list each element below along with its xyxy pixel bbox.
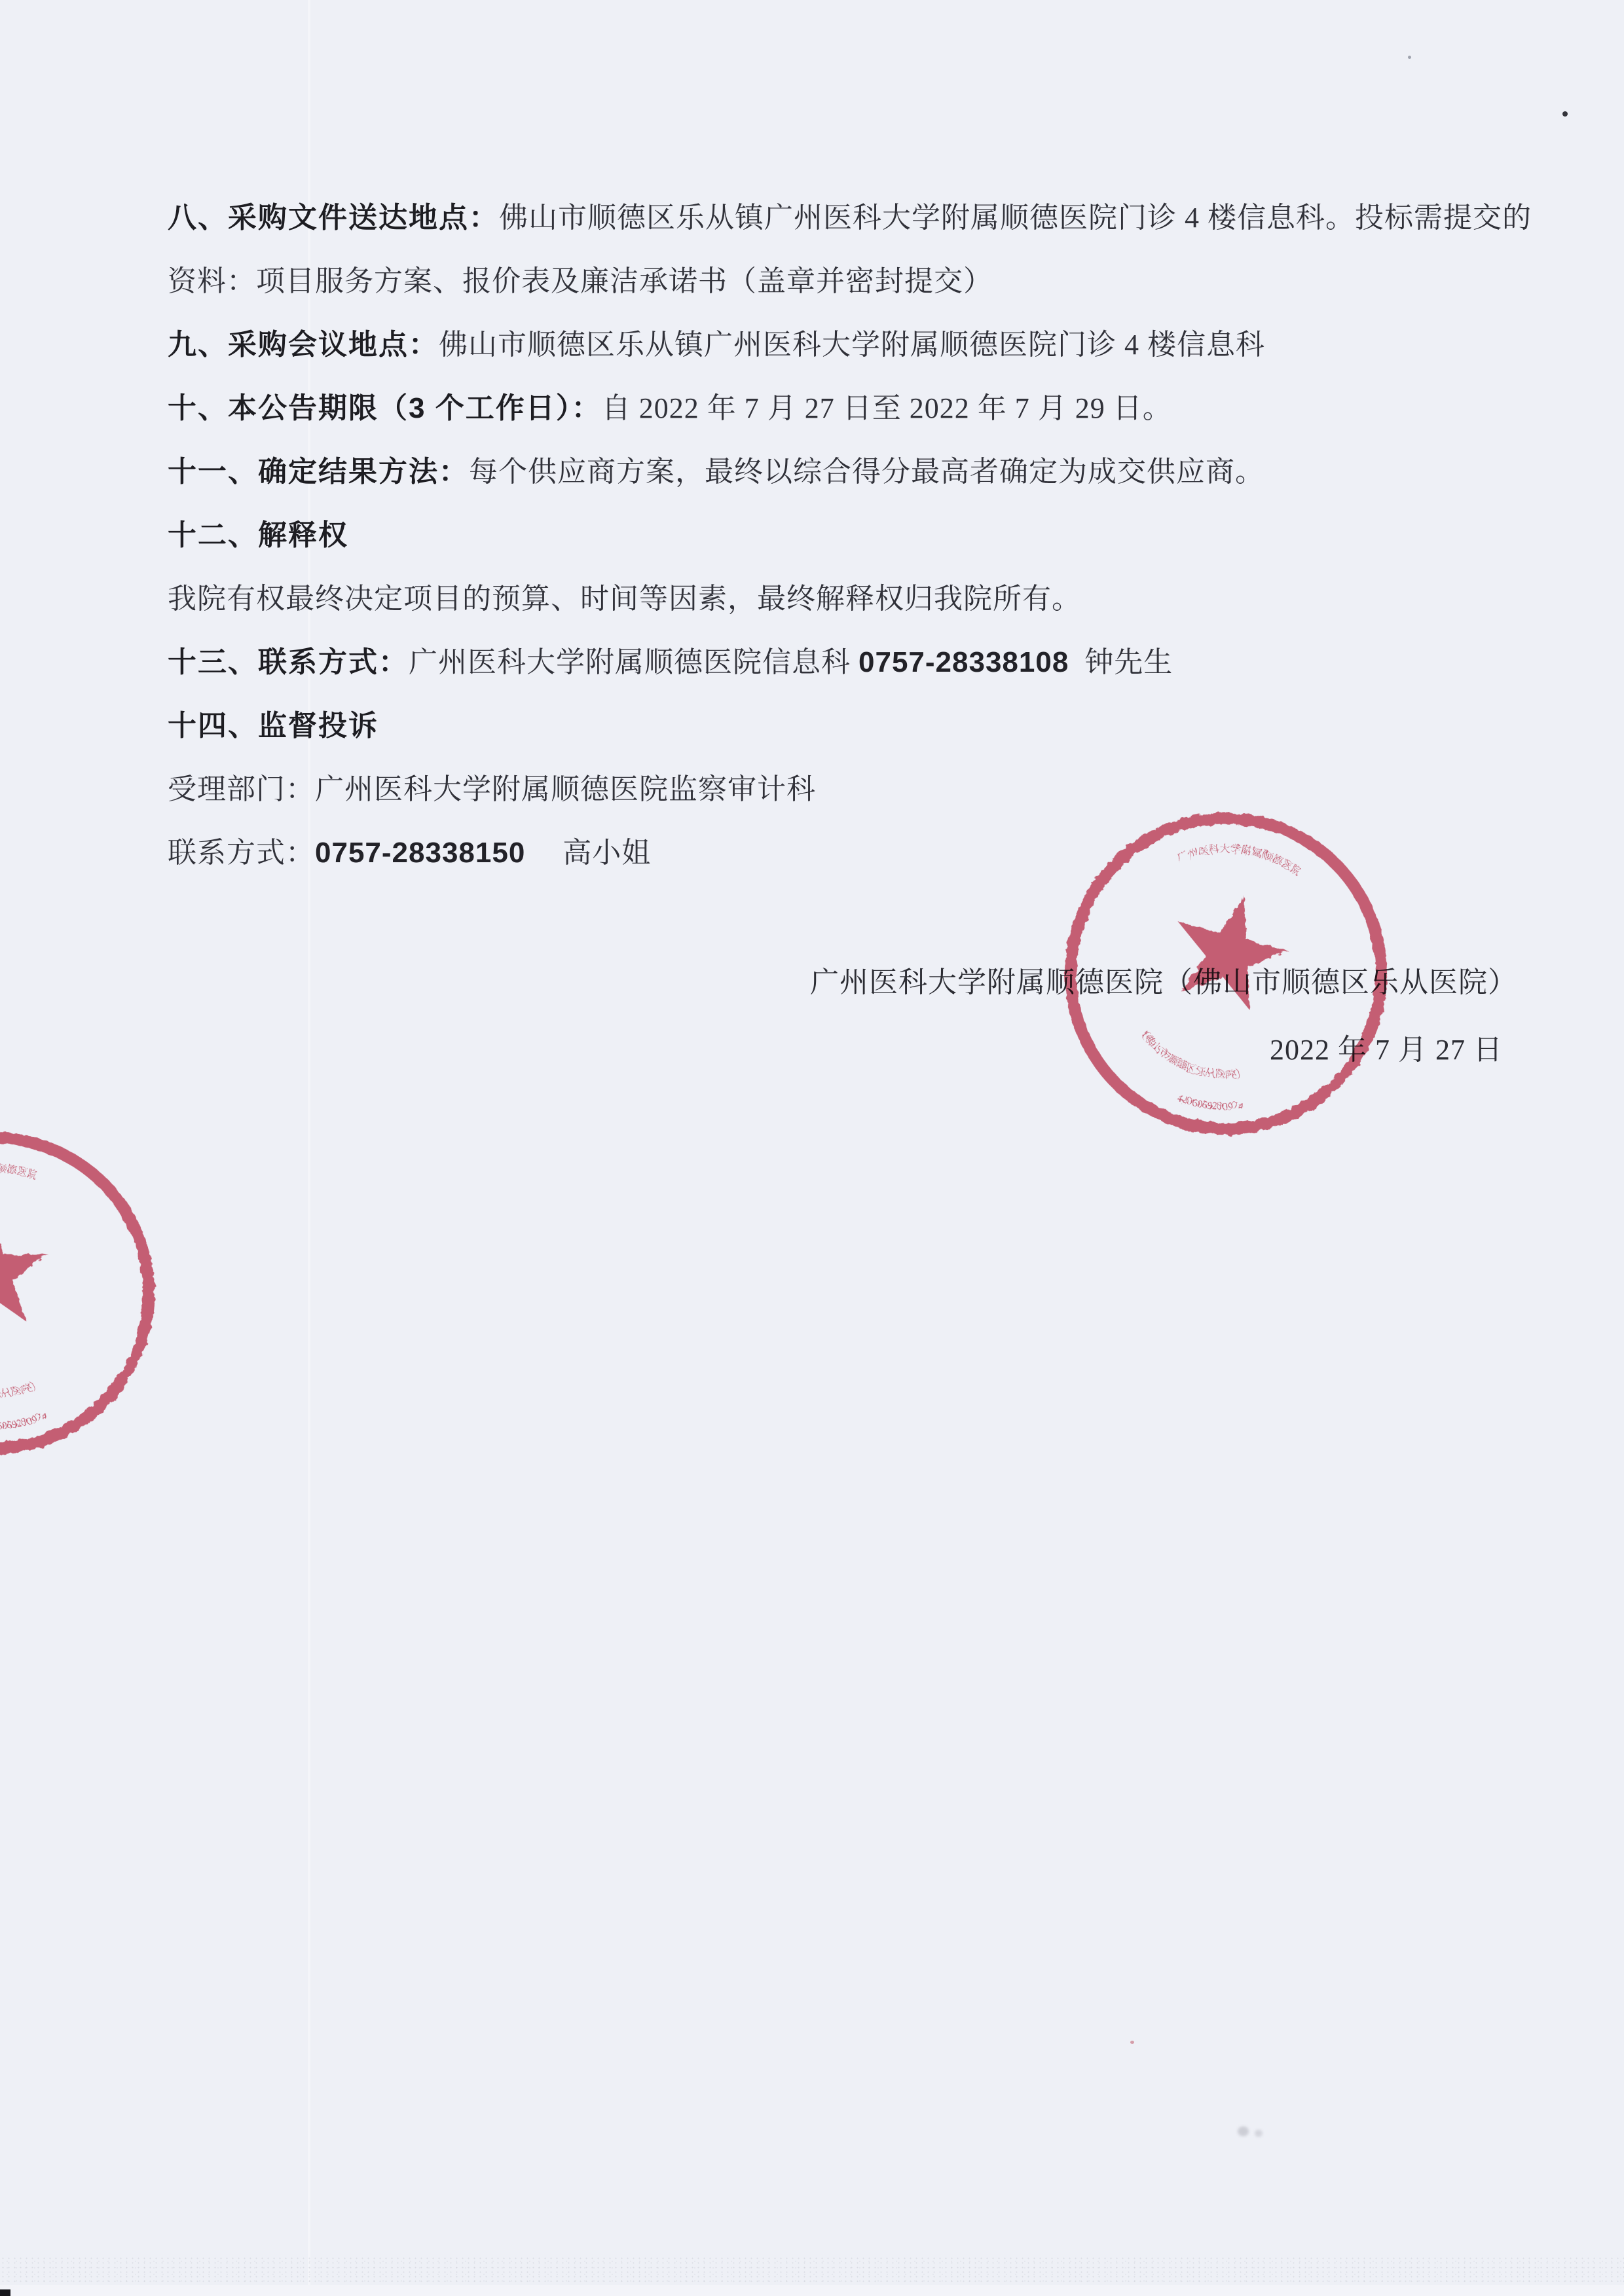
- section-label: 十四、监督投诉: [168, 710, 378, 742]
- doc-line-8-delivery-location: [168, 186, 1532, 249]
- scan-bottom-strip: [0, 2285, 1624, 2296]
- scan-smudge: [1238, 2126, 1249, 2136]
- doc-line-14-supervision: [168, 694, 1477, 757]
- section-label: 八、采购文件送达地点：: [168, 202, 499, 234]
- contact-person: 高小姐: [525, 837, 652, 869]
- signature-organization: 广州医科大学附属顺德医院（佛山市顺德区乐从医院）: [810, 966, 1517, 998]
- contact-person: 钟先生: [1069, 646, 1173, 678]
- section-label: 十二、解释权: [168, 519, 348, 551]
- scan-smudge: [1255, 2130, 1263, 2137]
- doc-line-12-interpretation: [168, 503, 1477, 567]
- section-label: 九、采购会议地点：: [168, 329, 439, 361]
- line-text: 每个供应商方案，最终以综合得分最高者确定为成交供应商。: [469, 456, 1264, 488]
- doc-line-materials: [168, 249, 1477, 313]
- official-seal-bottom-left: [0, 1084, 203, 1503]
- line-text: 资料：项目服务方案、报价表及廉洁承诺书（盖章并密封提交）: [168, 265, 993, 297]
- line-text: 受理部门：广州医科大学附属顺德医院监察审计科: [168, 773, 816, 805]
- line-text: 联系方式：: [168, 837, 315, 869]
- scan-speck-red-dot: [1130, 2041, 1134, 2044]
- line-text: 我院有权最终决定项目的预算、时间等因素，最终解释权归我院所有。: [168, 583, 1081, 615]
- official-seal-top-right: [1022, 769, 1430, 1178]
- doc-line-10-notice-period: [168, 376, 1477, 440]
- scan-noise-band: [0, 2256, 1624, 2285]
- scan-corner-mark: [0, 2289, 10, 2296]
- section-label: 十一、确定结果方法：: [168, 456, 469, 488]
- doc-line-13-contact: [168, 630, 1477, 694]
- line-text: 自 2022 年 7 月 27 日至 2022 年 7 月 29 日。: [601, 392, 1172, 424]
- signature-date: 2022 年 7 月 27 日: [1270, 1034, 1503, 1066]
- doc-line-11-result-method: [168, 440, 1477, 503]
- scan-speck-ink-dot: [1562, 111, 1568, 117]
- phone-number: 0757-28338150: [315, 837, 526, 869]
- scan-speck-faint-dot: [1408, 56, 1411, 59]
- document-text: [168, 186, 1532, 884]
- line-text: 广州医科大学附属顺德医院信息科: [409, 646, 858, 678]
- phone-number: 0757-28338108: [858, 646, 1069, 678]
- section-label: 十、本公告期限（3 个工作日）：: [168, 392, 602, 424]
- line-text: 佛山市顺德区乐从镇广州医科大学附属顺德医院门诊 4 楼信息科: [439, 329, 1265, 361]
- doc-line-interpretation-body: [168, 567, 1477, 630]
- doc-line-9-meeting-location: [168, 313, 1477, 376]
- section-label: 十三、联系方式：: [168, 646, 409, 678]
- line-text: 佛山市顺德区乐从镇广州医科大学附属顺德医院门诊 4 楼信息科。投标需提交的: [499, 202, 1532, 234]
